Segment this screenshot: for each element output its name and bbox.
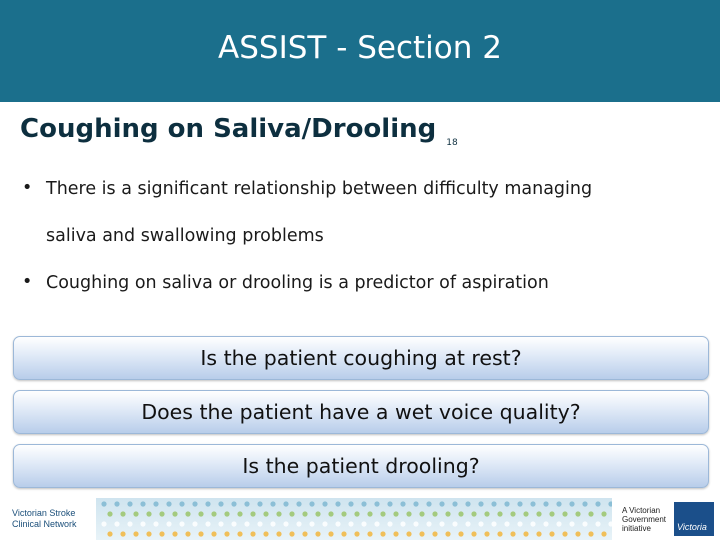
pattern-dot [218,521,223,526]
victoria-logo-text: Victoria [677,522,707,532]
pattern-dot [504,501,509,506]
pattern-dot [127,501,132,506]
pattern-dot [289,511,294,516]
question-box-wet-voice [13,390,709,434]
pattern-dot [179,501,184,506]
pattern-dot [432,531,437,536]
pattern-dot [510,531,515,536]
slide-title [20,114,458,148]
pattern-dot [172,531,177,536]
pattern-dot [471,511,476,516]
pattern-dot [348,501,353,506]
pattern-dot [439,521,444,526]
pattern-dot [556,501,561,506]
pattern-dot [556,521,561,526]
pattern-dot [582,521,587,526]
pattern-dot [231,501,236,506]
pattern-dot [224,531,229,536]
pattern-dot [296,501,301,506]
pattern-dot [205,521,210,526]
pattern-dot [127,521,132,526]
pattern-dot [367,511,372,516]
pattern-dot [406,531,411,536]
pattern-dot [198,511,203,516]
pattern-dot [257,501,262,506]
pattern-dot [595,521,600,526]
pattern-dot [224,511,229,516]
pattern-dot [218,501,223,506]
pattern-dot [471,531,476,536]
pattern-dot [354,531,359,536]
pattern-dot [120,511,125,516]
pattern-dot [374,521,379,526]
pattern-dot [348,521,353,526]
government-logo [612,498,720,540]
pattern-dot [250,531,255,536]
bullet-dot-icon: • [22,178,33,198]
stroke-network-logo [0,498,96,540]
question-box-drooling [13,444,709,488]
gov-text-line: Government [622,515,667,524]
pattern-dot [322,521,327,526]
pattern-dot [302,511,307,516]
pattern-dot [419,511,424,516]
pattern-dot [400,521,405,526]
pattern-dot [452,521,457,526]
dot-pattern-graphic [96,498,612,540]
pattern-dot [315,531,320,536]
org-name-line: Victorian Stroke [12,508,76,518]
pattern-dot [549,511,554,516]
pattern-dot [562,511,567,516]
pattern-dot [263,531,268,536]
org-name-line: Clinical Network [12,519,77,529]
pattern-dot [588,531,593,536]
bullet-item [22,178,712,260]
pattern-dot [465,521,470,526]
pattern-dot [198,531,203,536]
pattern-dot [341,511,346,516]
pattern-dot [335,501,340,506]
pattern-dot [465,501,470,506]
pattern-dot [166,501,171,506]
footer-bar [0,498,720,540]
pattern-dot [582,501,587,506]
pattern-dot [413,521,418,526]
pattern-dot [523,511,528,516]
pattern-dot [146,531,151,536]
pattern-dot [166,521,171,526]
pattern-dot [276,511,281,516]
pattern-dot [153,521,158,526]
pattern-dot [439,501,444,506]
pattern-dot [185,511,190,516]
pattern-dot [601,531,606,536]
pattern-dot [588,511,593,516]
pattern-dot [432,511,437,516]
pattern-dot [328,531,333,536]
pattern-dot [120,531,125,536]
pattern-dot [302,531,307,536]
pattern-dot [153,501,158,506]
pattern-dot [575,511,580,516]
pattern-dot [380,531,385,536]
pattern-dot [289,531,294,536]
pattern-dot [296,521,301,526]
pattern-dot [387,501,392,506]
pattern-dot [406,511,411,516]
footer-dot-pattern [96,498,612,540]
pattern-dot [270,501,275,506]
pattern-dot [458,531,463,536]
pattern-dot [458,511,463,516]
pattern-dot [244,501,249,506]
pattern-dot [211,531,216,536]
header-bar [0,0,720,102]
pattern-dot [133,531,138,536]
pattern-dot [192,521,197,526]
pattern-dot [335,521,340,526]
gov-text-line: A Victorian [622,506,661,515]
pattern-dot [257,521,262,526]
pattern-dot [484,511,489,516]
pattern-dot [387,521,392,526]
pattern-dot [309,501,314,506]
header-title: ASSIST - Section 2 [218,30,502,66]
pattern-dot [530,501,535,506]
pattern-dot [322,501,327,506]
pattern-dot [237,531,242,536]
pattern-dot [133,511,138,516]
pattern-dot [354,511,359,516]
question-text: Does the patient have a wet voice quality? [141,400,581,424]
pattern-dot [205,501,210,506]
pattern-dot [367,531,372,536]
pattern-dot [146,511,151,516]
pattern-dot [595,501,600,506]
pattern-dot [484,531,489,536]
pattern-dot [172,511,177,516]
pattern-dot [536,531,541,536]
pattern-dot [517,521,522,526]
pattern-dot [543,521,548,526]
pattern-dot [244,521,249,526]
pattern-dot [569,521,574,526]
pattern-dot [445,531,450,536]
pattern-dot [140,501,145,506]
pattern-dot [250,511,255,516]
pattern-dot [491,521,496,526]
pattern-dot [562,531,567,536]
reference-number: 18 [446,138,458,148]
pattern-dot [536,511,541,516]
pattern-dot [114,521,119,526]
pattern-dot [413,501,418,506]
pattern-dot [179,521,184,526]
pattern-dot [497,531,502,536]
bullet-text-line: saliva and swallowing problems [46,226,324,246]
pattern-dot [107,511,112,516]
gov-text-line: initiative [622,524,651,533]
pattern-dot [510,511,515,516]
bullet-text-line: There is a significant relationship between difficulty managing [46,179,593,199]
pattern-dot [101,501,106,506]
pattern-dot [315,511,320,516]
pattern-dot [530,521,535,526]
pattern-dot [276,531,281,536]
bullet-list [22,178,712,307]
pattern-dot [517,501,522,506]
question-box-coughing [13,336,709,380]
pattern-dot [211,511,216,516]
question-text: Is the patient coughing at rest? [200,346,522,370]
pattern-dot [419,531,424,536]
pattern-dot [185,531,190,536]
pattern-dot [426,521,431,526]
pattern-dot [328,511,333,516]
pattern-dot [283,501,288,506]
pattern-dot [374,501,379,506]
pattern-dot [601,511,606,516]
pattern-dot [309,521,314,526]
bullet-item [22,272,712,307]
pattern-dot [491,501,496,506]
pattern-dot [159,531,164,536]
pattern-dot [478,501,483,506]
pattern-dot [361,501,366,506]
pattern-dot [237,511,242,516]
pattern-dot [231,521,236,526]
pattern-dot [283,521,288,526]
pattern-dot [445,511,450,516]
bullet-dot-icon: • [22,272,33,292]
pattern-dot [549,531,554,536]
pattern-dot [426,501,431,506]
victoria-logo-icon [674,502,714,536]
pattern-dot [569,501,574,506]
bullet-text-line: Coughing on saliva or drooling is a predictor of aspiration [46,273,549,293]
slide-title-text: Coughing on Saliva/Drooling [20,114,437,144]
pattern-dot [543,501,548,506]
question-text: Is the patient drooling? [242,454,480,478]
pattern-dot [575,531,580,536]
pattern-dot [192,501,197,506]
pattern-dot [263,511,268,516]
pattern-dot [393,531,398,536]
pattern-dot [270,521,275,526]
pattern-dot [361,521,366,526]
pattern-dot [393,511,398,516]
pattern-dot [497,511,502,516]
pattern-dot [400,501,405,506]
pattern-dot [341,531,346,536]
pattern-dot [478,521,483,526]
pattern-dot [101,521,106,526]
pattern-dot [504,521,509,526]
pattern-dot [380,511,385,516]
pattern-dot [452,501,457,506]
pattern-dot [159,511,164,516]
pattern-dot [140,521,145,526]
pattern-dot [523,531,528,536]
pattern-dot [114,501,119,506]
pattern-dot [107,531,112,536]
